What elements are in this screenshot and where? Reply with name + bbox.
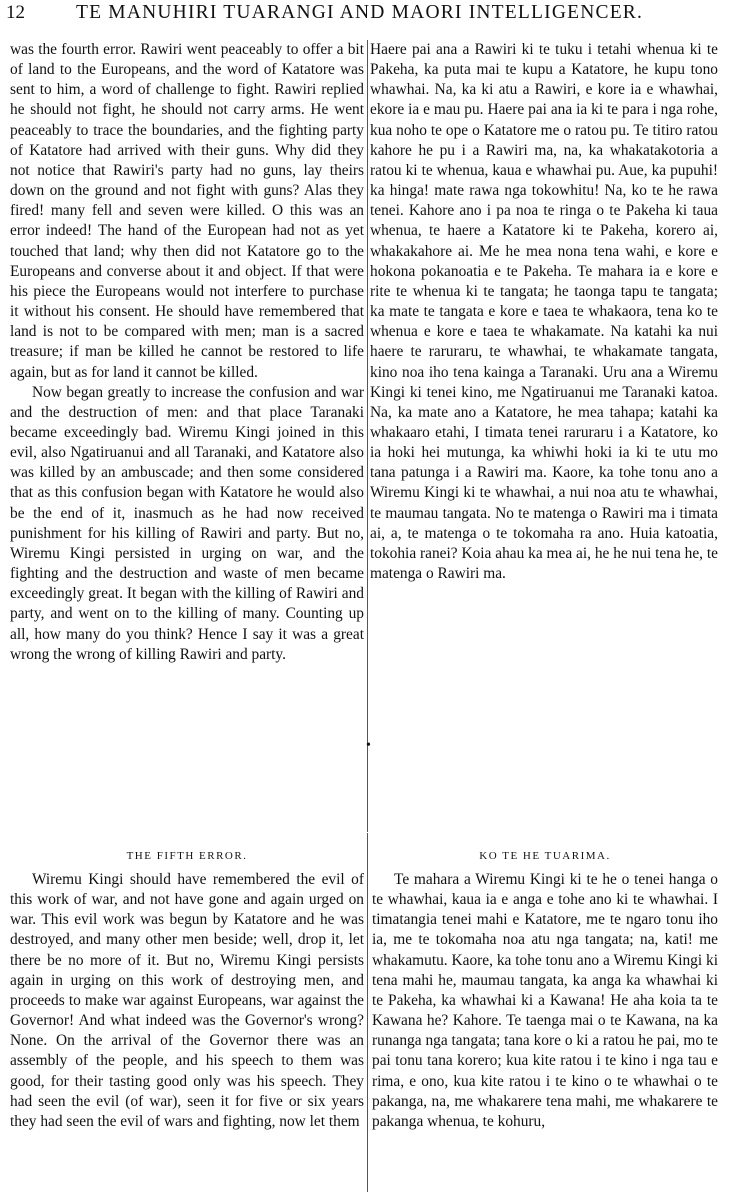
- english-paragraph: Wiremu Kingi should have remembered the evil of this work of war, and not have gone and again urged on war. This evil work was begun by Katatore and he was destroyed, and many other men beside; well, drop it, let there be no more of it. But no, Wiremu Kingi persists again in urging on this work of destroying men, and proceeds to make war against Europeans, war against the Governor! And what indeed was the Governor's wrong? None. On the arrival of the Governor there was an assembly of the people, and his speech to them was good, for their tasting good only was his speech. They had seen the evil (of war), seen it for five or six years they had seen the evil of wars and fighting, now let them: [10, 871, 364, 1130]
- page-header: [6, 2, 726, 28]
- section-divider: [10, 832, 718, 833]
- stray-mark: •: [366, 738, 371, 753]
- english-column-upper: [10, 40, 364, 665]
- column-divider: [367, 40, 368, 1192]
- english-paragraph: Now began greatly to increase the confusion and war and the destruction of men: and that place Taranaki became exceedingly bad. Wiremu Kingi joined in this evil, also Ngatiruanui and all Taranaki, and Katatore also was killed by an ambuscade; and then some considered that as this confusion began with Katatore he would also be the end of it, inasmuch as he had now received punishment for his killing of Rawiri and party. But no, Wiremu Kingi persisted in urging on war, and the fighting and the destruction and waste of men became exceedingly great. It began with the killing of Rawiri and party, and went on to the killing of many. Counting up all, how many do you think? Hence I say it was a great wrong the wrong of killing Rawiri and party.: [10, 383, 364, 663]
- english-column-lower: [10, 846, 364, 1132]
- english-paragraph: was the fourth error. Rawiri went peaceably to offer a bit of land to the Europeans, and the word of Katatore was sent to him, a word of challenge to fight. Rawiri replied he should not fight, he should not carry arms. He went peaceably to trace the boundaries, and the fighting party of Katatore had arrived with their guns. Why did they not notice that Rawiri's party had no guns, lay theirs down on the ground and not fight with guns? Alas they fired! many fell and seven were killed. O this was an error indeed! The hand of the European had not as yet touched that land; why then did not Katatore go to the Europeans and converse about it and object. If that were his piece the Europeans would not interfere to purchase it without his consent. He should have remembered that land is not to be compared with men; man is a sacred treasure; if man be killed he cannot be restored to life again, but as for land it cannot be killed.: [10, 41, 364, 381]
- maori-column-lower: [372, 846, 718, 1132]
- section-heading: THE FIFTH ERROR.: [126, 850, 248, 862]
- maori-paragraph: Te mahara a Wiremu Kingi ki te he o tenei hanga o te whawhai, kaua ia e anga e tohe ano ki te whawhai. I timatangia tenei mahi e Katatore, me te ngaro tonu iho ia, me te tokomaha noa atu nga tangata; na, kati! me whakamutu. Kaore, ka tohe tonu ano a Wiremu Kingi ki tena mahi he, maumau tangata, ka anga ka whawhai ki te Pakeha, ka whawhai ki a Kawana! He aha koia ta te Kawana he? Kahore. Te taenga mai o te Kawana, na ka runanga nga tangata; tana kore o ki a ratou he pai, mo te pai tonu tana korero; kua kite ratou i te kino i nga tau e rima, e ono, kua kite ratou i te kino o te whawhai o te pakanga, na, me whakarere tena mahi, me whakarere te pakanga whenua, te kohuru,: [372, 871, 718, 1130]
- maori-column-upper: [370, 40, 718, 584]
- publication-title: TE MANUHIRI TUARANGI AND MAORI INTELLIGENCER.: [76, 2, 644, 23]
- page-number: 12: [6, 2, 25, 23]
- maori-paragraph: Haere pai ana a Rawiri ki te tuku i tetahi whenua ki te Pakeha, ka puta mai te kupu a Katatore, he kupu tono whawhai. Na, ka ki atu a Rawiri, e kore ia e whawhai, ekore ia e mau pu. Haere pai ana ia ki te para i nga rohe, kua noho te ope o Katatore me o ratou pu. Te titiro ratou kahore he pu i a Rawiri ma, na, ka whakatakotoria a ratou ki te whenua, kaua e whawhai pu. Aue, ka pupuhi! ka hinga! mate rawa nga tokowhitu! Na, ko te he rawa tenei. Kahore ano i pa noa te ringa o te Pakeha ki taua whenua, te haere a Katatore ki te Pakeha, korero ai, whakakahore ai. Me he mea nona tena wahi, e kore e hokona pokanoatia e te Pakeha. Te mahara ia e kore e rite te whenua ki te tangata; he taonga tapu te tangata; ka mate te tangata e kore e taea te whakaora, tena ko te whenua e kore e taea te whakamate. Na katahi ka nui haere te raruraru, te whawhai, te whakamate tangata, kino noa iho tena kainga a Taranaki. Uru ana a Wiremu Kingi ki tenei kino, me Ngatiruanui me Taranaki katoa. Na, ka mate ano a Katatore, he mea tahapa; katahi ka whakaaro etahi, I timata tenei raruraru i a Katatore, ko ia hoki hei mutunga, ka whiwhi hoki ia ki te utu mo tana patunga i a Rawiri ma. Kaore, ka tohe tonu ano a Wiremu Kingi ki te whawhai, a nui noa atu te whawhai, te maumau tangata. No te matenga o Rawiri ma i timata ai, a, te matenga o te tokomaha ra ano. Huia katoatia, tokohia ranei? Koia ahau ka mea ai, he he nui tena he, te matenga o Rawiri ma.: [370, 41, 718, 583]
- section-heading: KO TE HE TUARIMA.: [479, 850, 611, 862]
